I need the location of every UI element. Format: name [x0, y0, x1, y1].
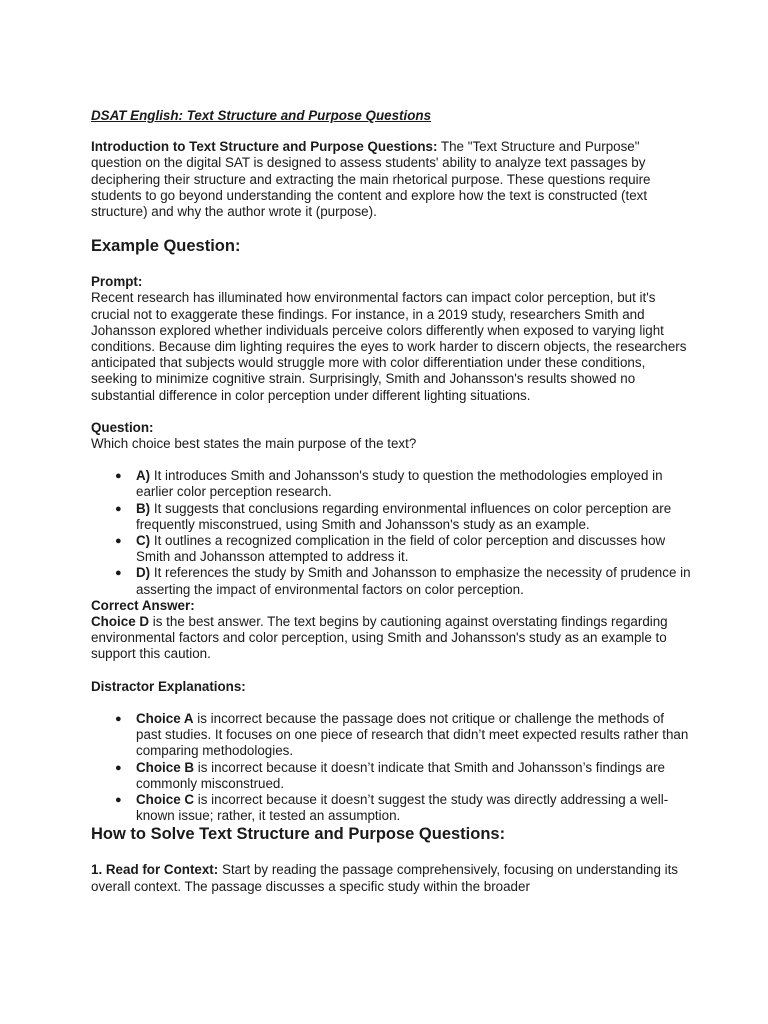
choice-letter: C) [136, 533, 151, 549]
bullet-icon: ● [115, 793, 122, 806]
choice-letter: B) [136, 500, 151, 516]
choices-list [91, 468, 691, 598]
distractor-label: Distractor Explanations: [91, 678, 246, 694]
distractor-text: is incorrect because it doesn’t indicate that Smith and Johansson’s findings are commonly misconstrued. [136, 759, 665, 791]
distractor-choice: Choice A [136, 710, 194, 726]
distractor-list [91, 711, 691, 824]
prompt-text: Recent research has illuminated how environmental factors can impact color perception, but it's crucial not to exaggerate these findings. For instance, in a 2019 study, researchers Smith and Johansson explored whether individuals perceive colors differently when exposed to varying light conditions. Because dim lighting requires the eyes to work harder to discern objects, the researchers anticipated that subjects would struggle more with color differentiation under these conditions, seeking to minimize cognitive strain. Surprisingly, Smith and Johansson's results showed no substantial difference in color perception under different lighting situations. [91, 290, 687, 403]
choice-text: It outlines a recognized complication in the field of color perception and discusses how Smith and Johansson attempted to address it. [136, 533, 666, 565]
choice-item-d [91, 565, 691, 597]
distractor-text: is incorrect because the passage does not critique or challenge the methods of past studies. It focuses on one piece of research that didn’t meet expected results rather than comparing methodologies. [136, 710, 689, 759]
choice-item-a [91, 468, 691, 500]
question-label: Question: [91, 419, 154, 435]
choice-text: It suggests that conclusions regarding environmental influences on color perception are frequently misconstrued, using Smith and Johansson's study as an example. [136, 500, 672, 532]
answer-text: is the best answer. The text begins by cautioning against overstating findings regarding environmental factors and color perception, using Smith and Johansson's study as an example to support this caution. [91, 614, 668, 662]
distractor-text: is incorrect because it doesn’t suggest the study was directly addressing a well-known issue; rather, it tested an assumption. [136, 791, 669, 824]
howto-heading: How to Solve Text Structure and Purpose Questions: [91, 825, 506, 844]
answer-paragraph [91, 614, 691, 663]
distractor-item-b [91, 760, 691, 792]
choice-letter: D) [136, 565, 151, 581]
distractor-choice: Choice B [136, 759, 195, 775]
choice-item-b [91, 501, 691, 533]
intro-label: Introduction to Text Structure and Purpose Questions: [91, 139, 438, 155]
distractor-item-a [91, 711, 691, 760]
document-title: DSAT English: Text Structure and Purpose Questions [91, 108, 432, 123]
prompt-label: Prompt: [91, 274, 143, 290]
step1-paragraph [91, 862, 691, 894]
bullet-icon: ● [115, 535, 122, 548]
bullet-icon: ● [115, 761, 122, 774]
choice-letter: A) [136, 468, 151, 484]
bullet-icon: ● [115, 502, 122, 515]
bullet-icon: ● [115, 712, 122, 725]
answer-label: Correct Answer: [91, 597, 195, 613]
choice-text: It references the study by Smith and Johansson to emphasize the necessity of prudence in asserting the impact of environmental factors on color perception. [136, 565, 691, 597]
bullet-icon: ● [115, 470, 122, 483]
step1-label: 1. Read for Context: [91, 862, 219, 878]
document-content [91, 108, 691, 895]
intro-paragraph [91, 139, 691, 220]
question-text: Which choice best states the main purpose of the text? [91, 436, 417, 452]
answer-choice: Choice D [91, 614, 150, 630]
distractor-choice: Choice C [136, 791, 195, 807]
bullet-icon: ● [115, 567, 122, 580]
choice-text: It introduces Smith and Johansson's study to question the methodologies employed in earlier color perception research. [136, 468, 663, 500]
intro-text: The "Text Structure and Purpose" question on the digital SAT is designed to assess students' ability to analyze text passages by deciphering their structure and extracting the main rhetorical purpose. These questions require students to go beyond understanding the content and explore how the text is constructed (text structure) and why the author wrote it (purpose). [91, 139, 651, 220]
example-heading: Example Question: [91, 237, 241, 256]
distractor-item-c [91, 792, 691, 824]
step1-text: Start by reading the passage comprehensively, focusing on understanding its overall context. The passage discusses a specific study within the broader [91, 862, 679, 894]
choice-item-c [91, 533, 691, 565]
